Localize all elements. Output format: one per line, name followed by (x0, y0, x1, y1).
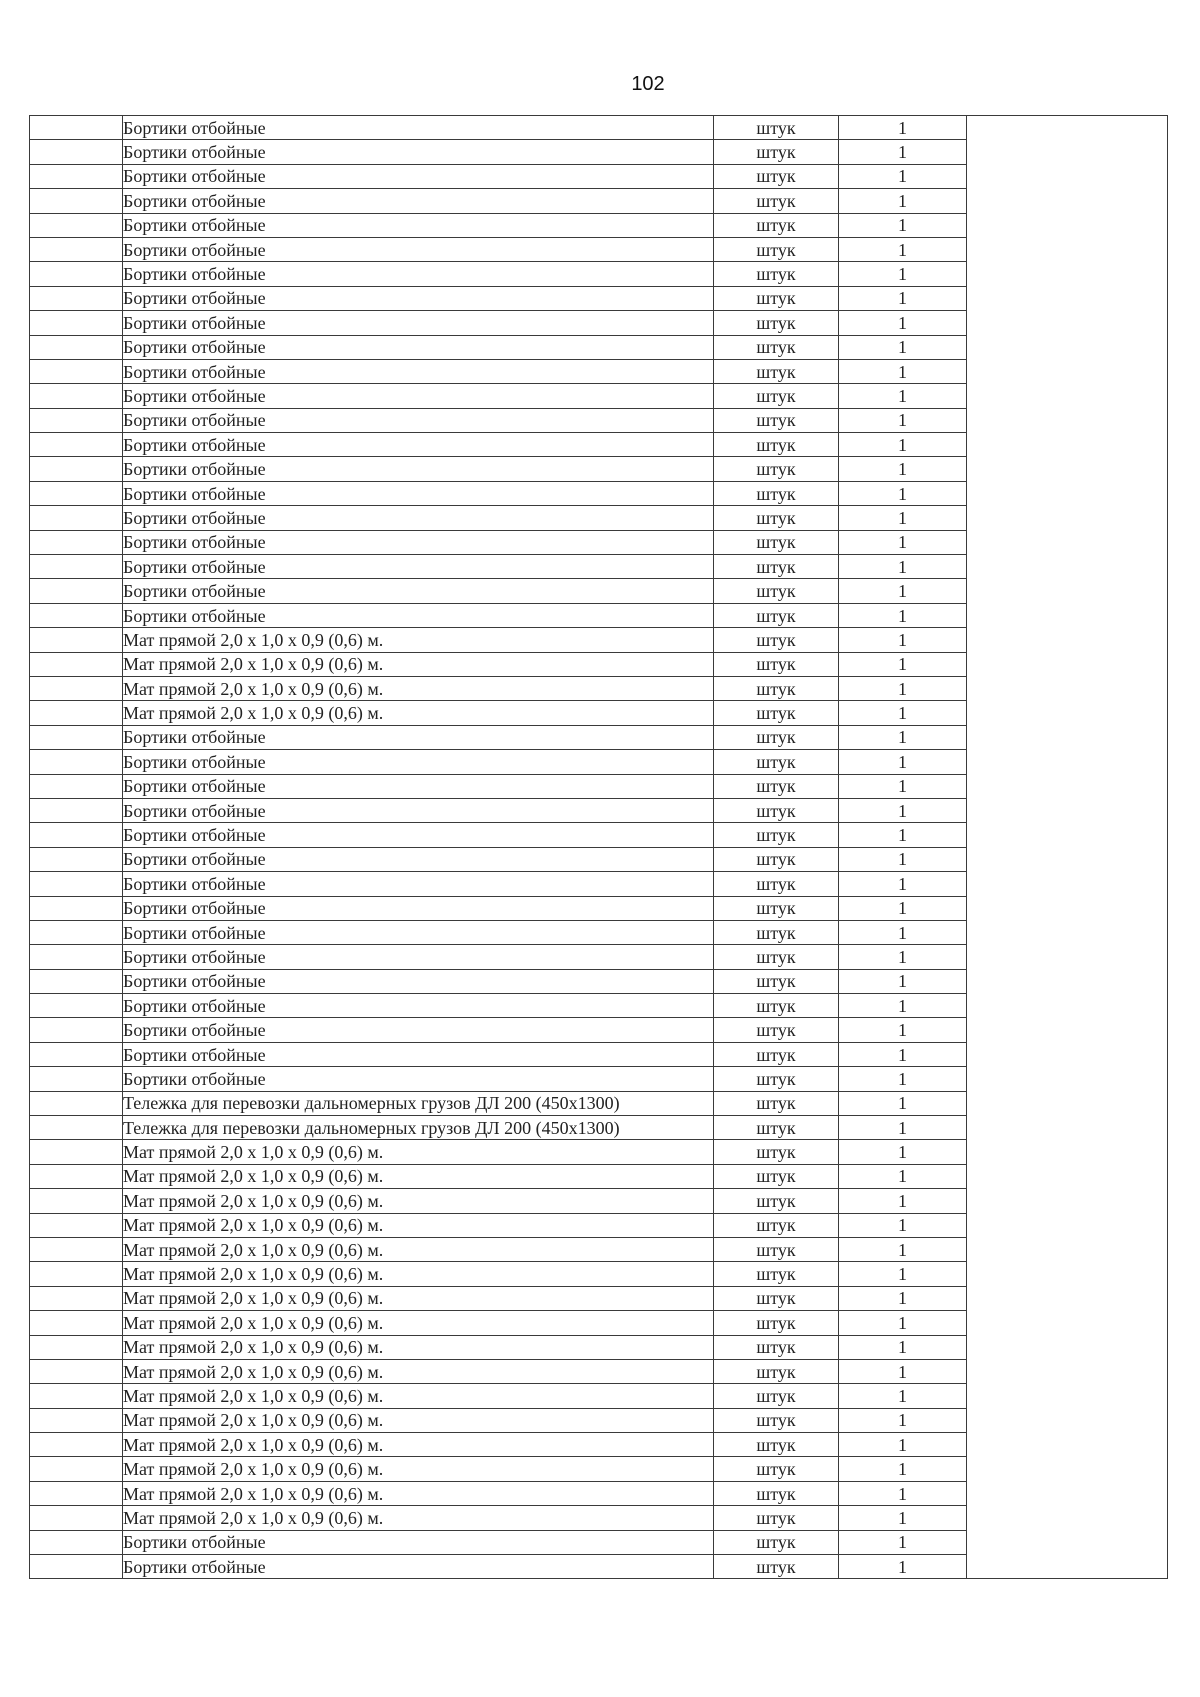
quantity-cell: 1 (839, 1555, 967, 1579)
quantity-cell: 1 (839, 311, 967, 335)
unit-cell: штук (714, 116, 839, 140)
unit-cell: штук (714, 408, 839, 432)
unit-cell: штук (714, 262, 839, 286)
unit-cell: штук (714, 798, 839, 822)
unit-cell: штук (714, 1481, 839, 1505)
item-name-cell: Мат прямой 2,0 х 1,0 х 0,9 (0,6) м. (123, 628, 714, 652)
unit-cell: штук (714, 1506, 839, 1530)
item-name-cell: Мат прямой 2,0 х 1,0 х 0,9 (0,6) м. (123, 1408, 714, 1432)
item-name-cell: Бортики отбойные (123, 286, 714, 310)
item-name-cell: Мат прямой 2,0 х 1,0 х 0,9 (0,6) м. (123, 701, 714, 725)
page-number: 102 (631, 73, 665, 95)
quantity-cell: 1 (839, 1384, 967, 1408)
item-name-cell: Бортики отбойные (123, 994, 714, 1018)
item-name-cell: Мат прямой 2,0 х 1,0 х 0,9 (0,6) м. (123, 652, 714, 676)
quantity-cell: 1 (839, 384, 967, 408)
item-name-cell: Бортики отбойные (123, 555, 714, 579)
blank-number-cell (30, 1433, 123, 1457)
quantity-cell: 1 (839, 237, 967, 261)
quantity-cell: 1 (839, 994, 967, 1018)
item-name-cell: Мат прямой 2,0 х 1,0 х 0,9 (0,6) м. (123, 1213, 714, 1237)
quantity-cell: 1 (839, 652, 967, 676)
quantity-cell: 1 (839, 189, 967, 213)
item-name-cell: Бортики отбойные (123, 750, 714, 774)
quantity-cell: 1 (839, 359, 967, 383)
item-name-cell: Бортики отбойные (123, 1042, 714, 1066)
item-name-cell: Бортики отбойные (123, 116, 714, 140)
quantity-cell: 1 (839, 628, 967, 652)
notes-column-cell (967, 116, 1168, 1579)
unit-cell: штук (714, 530, 839, 554)
quantity-cell: 1 (839, 555, 967, 579)
item-name-cell: Мат прямой 2,0 х 1,0 х 0,9 (0,6) м. (123, 1262, 714, 1286)
unit-cell: штук (714, 213, 839, 237)
unit-cell: штук (714, 1164, 839, 1188)
blank-number-cell (30, 1189, 123, 1213)
blank-number-cell (30, 1311, 123, 1335)
blank-number-cell (30, 1091, 123, 1115)
item-name-cell: Бортики отбойные (123, 945, 714, 969)
blank-number-cell (30, 1384, 123, 1408)
item-name-cell: Бортики отбойные (123, 725, 714, 749)
quantity-cell: 1 (839, 1506, 967, 1530)
item-name-cell: Бортики отбойные (123, 896, 714, 920)
blank-number-cell (30, 530, 123, 554)
blank-number-cell (30, 1164, 123, 1188)
item-name-cell: Мат прямой 2,0 х 1,0 х 0,9 (0,6) м. (123, 1286, 714, 1310)
unit-cell: штук (714, 1433, 839, 1457)
quantity-cell: 1 (839, 481, 967, 505)
quantity-cell: 1 (839, 676, 967, 700)
item-name-cell: Бортики отбойные (123, 1555, 714, 1579)
unit-cell: штук (714, 701, 839, 725)
item-name-cell: Бортики отбойные (123, 1067, 714, 1091)
unit-cell: штук (714, 603, 839, 627)
unit-cell: штук (714, 1262, 839, 1286)
blank-number-cell (30, 603, 123, 627)
quantity-cell: 1 (839, 1433, 967, 1457)
unit-cell: штук (714, 164, 839, 188)
quantity-cell: 1 (839, 408, 967, 432)
unit-cell: штук (714, 286, 839, 310)
unit-cell: штук (714, 1359, 839, 1383)
item-name-cell: Бортики отбойные (123, 969, 714, 993)
blank-number-cell (30, 213, 123, 237)
unit-cell: штук (714, 652, 839, 676)
unit-cell: штук (714, 384, 839, 408)
blank-number-cell (30, 1457, 123, 1481)
quantity-cell: 1 (839, 945, 967, 969)
unit-cell: штук (714, 311, 839, 335)
item-name-cell: Бортики отбойные (123, 213, 714, 237)
quantity-cell: 1 (839, 116, 967, 140)
quantity-cell: 1 (839, 579, 967, 603)
quantity-cell: 1 (839, 530, 967, 554)
unit-cell: штук (714, 969, 839, 993)
blank-number-cell (30, 701, 123, 725)
quantity-cell: 1 (839, 213, 967, 237)
quantity-cell: 1 (839, 750, 967, 774)
blank-number-cell (30, 994, 123, 1018)
unit-cell: штук (714, 823, 839, 847)
item-name-cell: Бортики отбойные (123, 774, 714, 798)
blank-number-cell (30, 896, 123, 920)
blank-number-cell (30, 433, 123, 457)
item-name-cell: Бортики отбойные (123, 1018, 714, 1042)
unit-cell: штук (714, 579, 839, 603)
blank-number-cell (30, 1408, 123, 1432)
blank-number-cell (30, 1506, 123, 1530)
quantity-cell: 1 (839, 823, 967, 847)
item-name-cell: Мат прямой 2,0 х 1,0 х 0,9 (0,6) м. (123, 1506, 714, 1530)
blank-number-cell (30, 335, 123, 359)
item-name-cell: Мат прямой 2,0 х 1,0 х 0,9 (0,6) м. (123, 1237, 714, 1261)
unit-cell: штук (714, 1237, 839, 1261)
blank-number-cell (30, 164, 123, 188)
items-table-body (30, 116, 1168, 1579)
blank-number-cell (30, 116, 123, 140)
unit-cell: штук (714, 1530, 839, 1554)
unit-cell: штук (714, 1408, 839, 1432)
unit-cell: штук (714, 1018, 839, 1042)
quantity-cell: 1 (839, 725, 967, 749)
unit-cell: штук (714, 140, 839, 164)
item-name-cell: Бортики отбойные (123, 798, 714, 822)
item-name-cell: Бортики отбойные (123, 506, 714, 530)
blank-number-cell (30, 1262, 123, 1286)
item-name-cell: Мат прямой 2,0 х 1,0 х 0,9 (0,6) м. (123, 1481, 714, 1505)
quantity-cell: 1 (839, 140, 967, 164)
blank-number-cell (30, 652, 123, 676)
unit-cell: штук (714, 847, 839, 871)
unit-cell: штук (714, 994, 839, 1018)
unit-cell: штук (714, 1116, 839, 1140)
item-name-cell: Бортики отбойные (123, 359, 714, 383)
quantity-cell: 1 (839, 1286, 967, 1310)
unit-cell: штук (714, 1384, 839, 1408)
blank-number-cell (30, 1481, 123, 1505)
blank-number-cell (30, 1237, 123, 1261)
item-name-cell: Бортики отбойные (123, 847, 714, 871)
blank-number-cell (30, 1213, 123, 1237)
blank-number-cell (30, 1042, 123, 1066)
quantity-cell: 1 (839, 872, 967, 896)
unit-cell: штук (714, 896, 839, 920)
quantity-cell: 1 (839, 164, 967, 188)
blank-number-cell (30, 847, 123, 871)
quantity-cell: 1 (839, 1530, 967, 1554)
item-name-cell: Бортики отбойные (123, 603, 714, 627)
quantity-cell: 1 (839, 969, 967, 993)
blank-number-cell (30, 140, 123, 164)
blank-number-cell (30, 384, 123, 408)
item-name-cell: Бортики отбойные (123, 262, 714, 286)
quantity-cell: 1 (839, 603, 967, 627)
item-name-cell: Бортики отбойные (123, 164, 714, 188)
unit-cell: штук (714, 628, 839, 652)
quantity-cell: 1 (839, 1091, 967, 1115)
unit-cell: штук (714, 359, 839, 383)
quantity-cell: 1 (839, 896, 967, 920)
item-name-cell: Бортики отбойные (123, 433, 714, 457)
item-name-cell: Мат прямой 2,0 х 1,0 х 0,9 (0,6) м. (123, 1433, 714, 1457)
blank-number-cell (30, 555, 123, 579)
item-name-cell: Бортики отбойные (123, 579, 714, 603)
unit-cell: штук (714, 1457, 839, 1481)
unit-cell: штук (714, 1311, 839, 1335)
quantity-cell: 1 (839, 335, 967, 359)
unit-cell: штук (714, 1286, 839, 1310)
blank-number-cell (30, 286, 123, 310)
blank-number-cell (30, 798, 123, 822)
item-name-cell: Бортики отбойные (123, 530, 714, 554)
unit-cell: штук (714, 750, 839, 774)
quantity-cell: 1 (839, 1164, 967, 1188)
blank-number-cell (30, 262, 123, 286)
blank-number-cell (30, 676, 123, 700)
blank-number-cell (30, 237, 123, 261)
quantity-cell: 1 (839, 1067, 967, 1091)
unit-cell: штук (714, 555, 839, 579)
blank-number-cell (30, 823, 123, 847)
item-name-cell: Бортики отбойные (123, 311, 714, 335)
item-name-cell: Мат прямой 2,0 х 1,0 х 0,9 (0,6) м. (123, 1359, 714, 1383)
quantity-cell: 1 (839, 1311, 967, 1335)
blank-number-cell (30, 945, 123, 969)
quantity-cell: 1 (839, 1140, 967, 1164)
unit-cell: штук (714, 237, 839, 261)
quantity-cell: 1 (839, 1189, 967, 1213)
quantity-cell: 1 (839, 1335, 967, 1359)
table-row (30, 116, 1168, 140)
item-name-cell: Мат прямой 2,0 х 1,0 х 0,9 (0,6) м. (123, 1384, 714, 1408)
item-name-cell: Бортики отбойные (123, 481, 714, 505)
blank-number-cell (30, 506, 123, 530)
quantity-cell: 1 (839, 1116, 967, 1140)
quantity-cell: 1 (839, 798, 967, 822)
blank-number-cell (30, 1335, 123, 1359)
unit-cell: штук (714, 872, 839, 896)
blank-number-cell (30, 481, 123, 505)
quantity-cell: 1 (839, 1042, 967, 1066)
unit-cell: штук (714, 1335, 839, 1359)
blank-number-cell (30, 1359, 123, 1383)
quantity-cell: 1 (839, 1408, 967, 1432)
item-name-cell: Бортики отбойные (123, 189, 714, 213)
unit-cell: штук (714, 920, 839, 944)
unit-cell: штук (714, 457, 839, 481)
blank-number-cell (30, 920, 123, 944)
item-name-cell: Тележка для перевозки дальномерных грузов ДЛ 200 (450х1300) (123, 1091, 714, 1115)
item-name-cell: Бортики отбойные (123, 457, 714, 481)
quantity-cell: 1 (839, 847, 967, 871)
unit-cell: штук (714, 506, 839, 530)
unit-cell: штук (714, 189, 839, 213)
blank-number-cell (30, 457, 123, 481)
item-name-cell: Мат прямой 2,0 х 1,0 х 0,9 (0,6) м. (123, 1189, 714, 1213)
item-name-cell: Мат прямой 2,0 х 1,0 х 0,9 (0,6) м. (123, 1311, 714, 1335)
blank-number-cell (30, 725, 123, 749)
blank-number-cell (30, 311, 123, 335)
blank-number-cell (30, 1018, 123, 1042)
quantity-cell: 1 (839, 506, 967, 530)
quantity-cell: 1 (839, 1262, 967, 1286)
unit-cell: штук (714, 433, 839, 457)
item-name-cell: Мат прямой 2,0 х 1,0 х 0,9 (0,6) м. (123, 676, 714, 700)
item-name-cell: Бортики отбойные (123, 335, 714, 359)
item-name-cell: Бортики отбойные (123, 920, 714, 944)
unit-cell: штук (714, 1042, 839, 1066)
blank-number-cell (30, 1067, 123, 1091)
blank-number-cell (30, 872, 123, 896)
item-name-cell: Бортики отбойные (123, 1530, 714, 1554)
quantity-cell: 1 (839, 286, 967, 310)
item-name-cell: Бортики отбойные (123, 408, 714, 432)
quantity-cell: 1 (839, 920, 967, 944)
quantity-cell: 1 (839, 1359, 967, 1383)
items-table (29, 115, 1168, 1579)
unit-cell: штук (714, 1140, 839, 1164)
quantity-cell: 1 (839, 774, 967, 798)
unit-cell: штук (714, 1091, 839, 1115)
blank-number-cell (30, 1555, 123, 1579)
item-name-cell: Мат прямой 2,0 х 1,0 х 0,9 (0,6) м. (123, 1140, 714, 1164)
unit-cell: штук (714, 1213, 839, 1237)
item-name-cell: Мат прямой 2,0 х 1,0 х 0,9 (0,6) м. (123, 1457, 714, 1481)
unit-cell: штук (714, 1067, 839, 1091)
item-name-cell: Тележка для перевозки дальномерных грузов ДЛ 200 (450х1300) (123, 1116, 714, 1140)
unit-cell: штук (714, 335, 839, 359)
blank-number-cell (30, 1140, 123, 1164)
blank-number-cell (30, 1530, 123, 1554)
unit-cell: штук (714, 1555, 839, 1579)
item-name-cell: Бортики отбойные (123, 823, 714, 847)
quantity-cell: 1 (839, 1018, 967, 1042)
item-name-cell: Бортики отбойные (123, 384, 714, 408)
item-name-cell: Бортики отбойные (123, 872, 714, 896)
blank-number-cell (30, 969, 123, 993)
blank-number-cell (30, 750, 123, 774)
quantity-cell: 1 (839, 1237, 967, 1261)
quantity-cell: 1 (839, 433, 967, 457)
item-name-cell: Бортики отбойные (123, 237, 714, 261)
blank-number-cell (30, 774, 123, 798)
unit-cell: штук (714, 945, 839, 969)
quantity-cell: 1 (839, 1481, 967, 1505)
blank-number-cell (30, 579, 123, 603)
blank-number-cell (30, 189, 123, 213)
unit-cell: штук (714, 1189, 839, 1213)
quantity-cell: 1 (839, 457, 967, 481)
quantity-cell: 1 (839, 1457, 967, 1481)
blank-number-cell (30, 1116, 123, 1140)
quantity-cell: 1 (839, 701, 967, 725)
blank-number-cell (30, 408, 123, 432)
item-name-cell: Бортики отбойные (123, 140, 714, 164)
unit-cell: штук (714, 725, 839, 749)
blank-number-cell (30, 1286, 123, 1310)
quantity-cell: 1 (839, 262, 967, 286)
blank-number-cell (30, 628, 123, 652)
unit-cell: штук (714, 774, 839, 798)
quantity-cell: 1 (839, 1213, 967, 1237)
blank-number-cell (30, 359, 123, 383)
unit-cell: штук (714, 676, 839, 700)
unit-cell: штук (714, 481, 839, 505)
item-name-cell: Мат прямой 2,0 х 1,0 х 0,9 (0,6) м. (123, 1335, 714, 1359)
item-name-cell: Мат прямой 2,0 х 1,0 х 0,9 (0,6) м. (123, 1164, 714, 1188)
